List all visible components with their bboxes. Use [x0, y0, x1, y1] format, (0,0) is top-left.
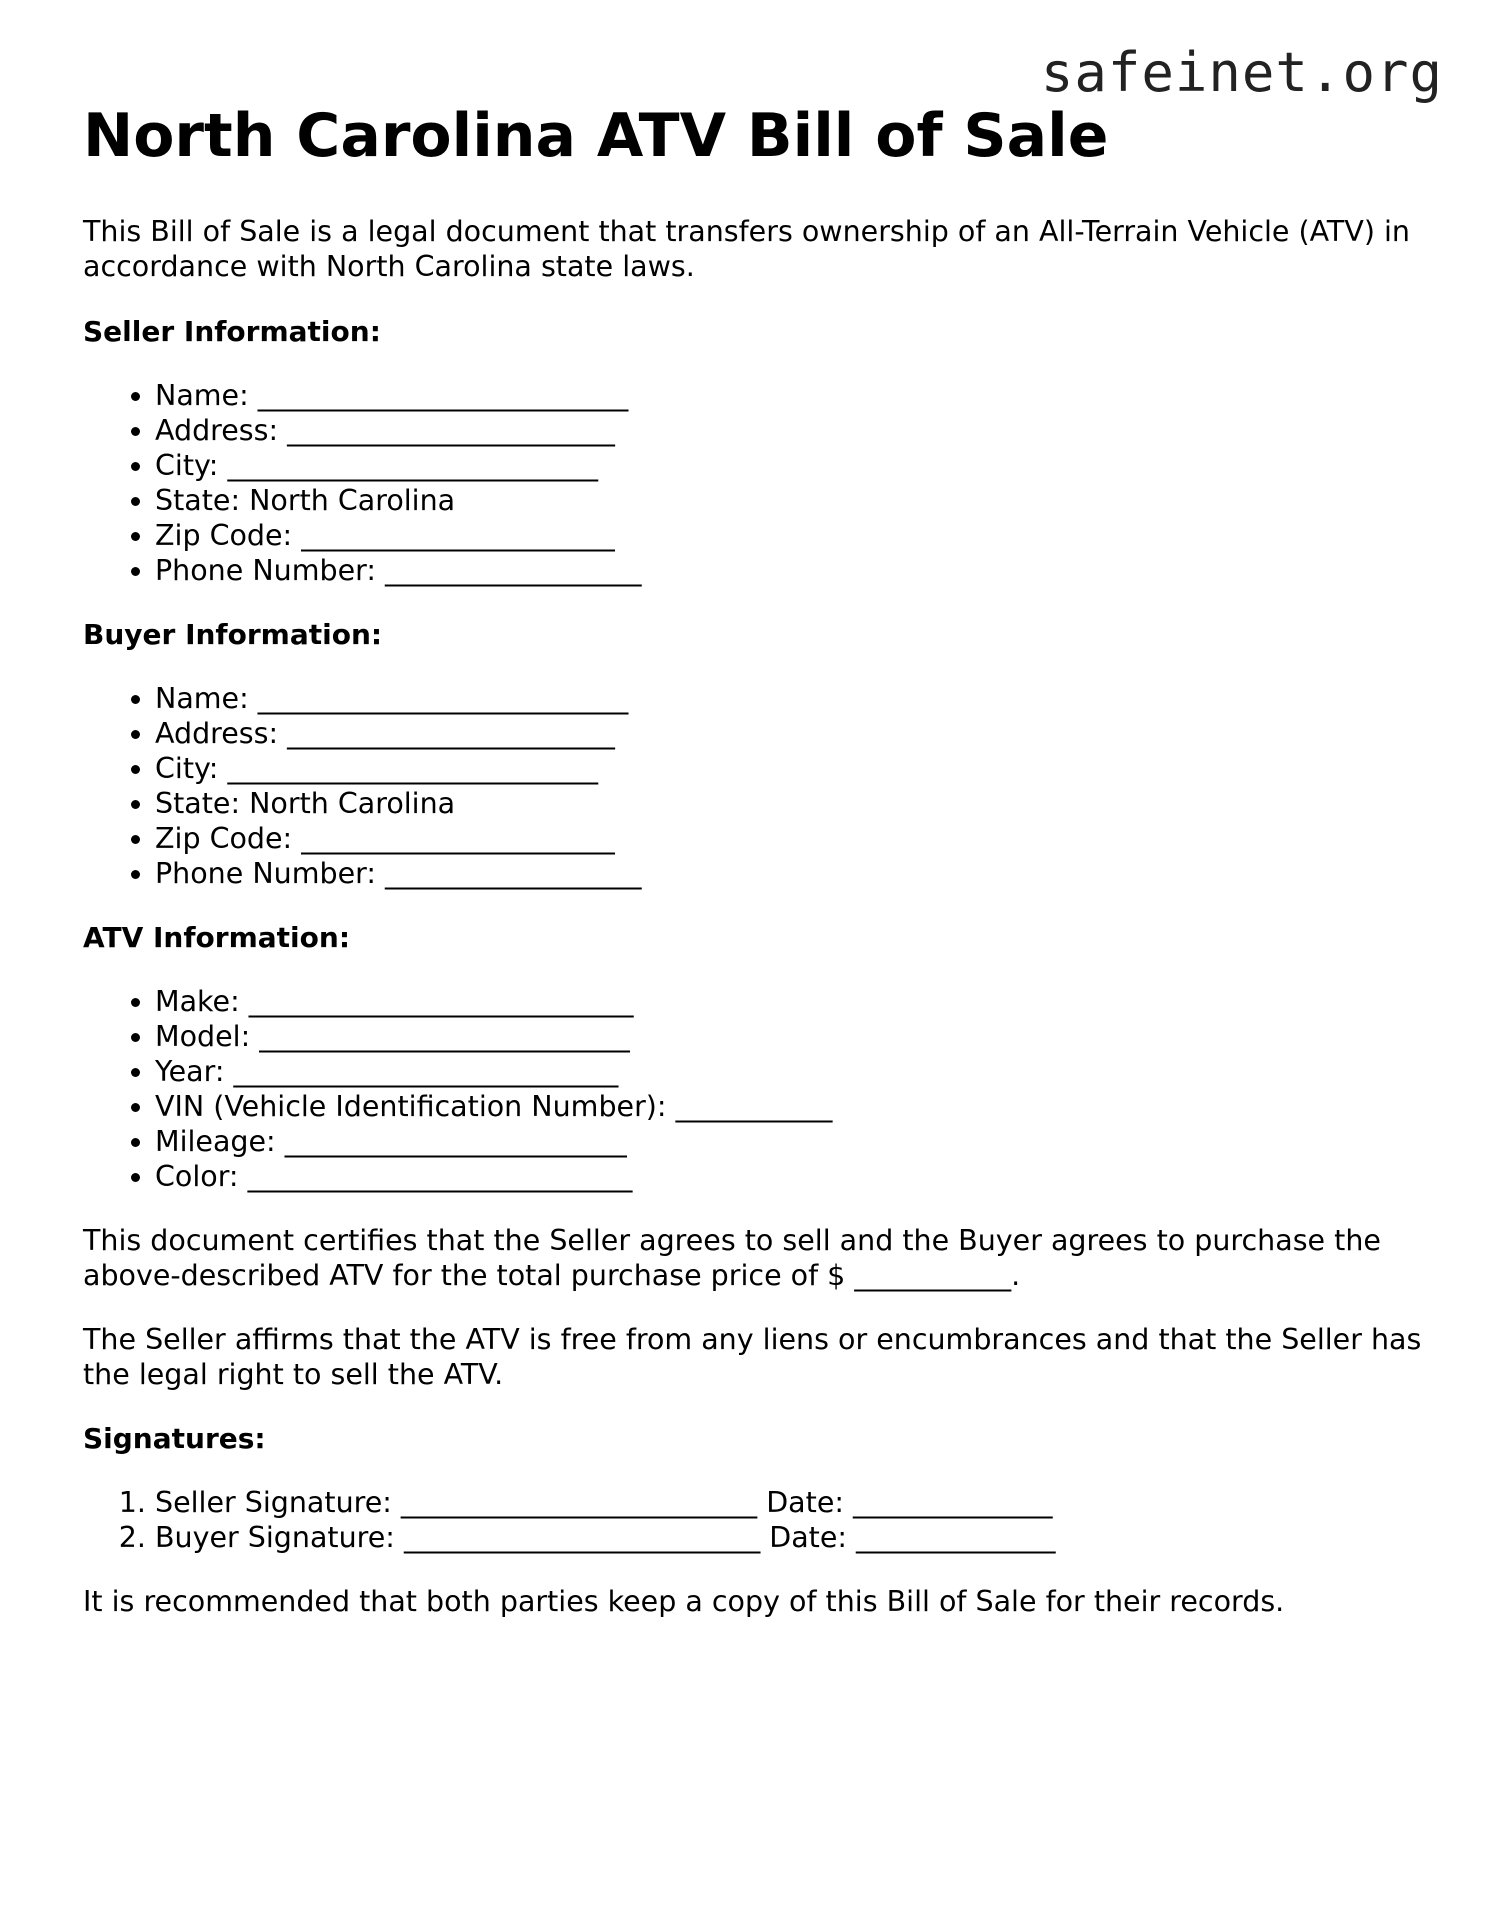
- atv-vin-item: • VIN (Vehicle Identification Number): ___________: [155, 1089, 1423, 1124]
- buyer-heading: Buyer Information:: [83, 618, 383, 651]
- seller-heading: Seller Information:: [83, 315, 381, 348]
- seller-address-item: • Address: _______________________: [155, 413, 1423, 448]
- seller-state-item: • State: North Carolina: [155, 483, 1423, 518]
- buyer-phone-item: • Phone Number: __________________: [155, 856, 1423, 891]
- atv-color-item: • Color: ___________________________: [155, 1159, 1423, 1194]
- atv-model-item: • Model: __________________________: [155, 1019, 1423, 1054]
- buyer-city-item: • City: __________________________: [155, 751, 1423, 786]
- atv-mileage-item: • Mileage: ________________________: [155, 1124, 1423, 1159]
- buyer-state-item: • State: North Carolina: [155, 786, 1423, 821]
- closing-paragraph: It is recommended that both parties keep a copy of this Bill of Sale for their records.: [83, 1585, 1285, 1618]
- certify-paragraph: This document certifies that the Seller agrees to sell and the Buyer agrees to purchase the above-described ATV for the total purchase price of $ ___________.: [83, 1224, 1381, 1292]
- seller-list: [83, 378, 1423, 588]
- buyer-list: [83, 681, 1423, 891]
- atv-list: [83, 984, 1423, 1194]
- intro-paragraph: This Bill of Sale is a legal document that transfers ownership of an All-Terrain Vehicle (ATV) in accordance with North Carolina state laws.: [83, 215, 1410, 283]
- signatures-heading: Signatures:: [83, 1422, 266, 1455]
- atv-year-item: • Year: ___________________________: [155, 1054, 1423, 1089]
- atv-make-item: • Make: ___________________________: [155, 984, 1423, 1019]
- seller-name-item: • Name: __________________________: [155, 378, 1423, 413]
- seller-phone-item: • Phone Number: __________________: [155, 553, 1423, 588]
- buyer-zip-item: • Zip Code: ______________________: [155, 821, 1423, 856]
- buyer-name-item: • Name: __________________________: [155, 681, 1423, 716]
- atv-heading: ATV Information:: [83, 921, 351, 954]
- buyer-signature-item: 2. Buyer Signature: _________________________ Date: ______________: [155, 1520, 1423, 1555]
- affirm-paragraph: The Seller affirms that the ATV is free from any liens or encumbrances and that the Seller has the legal right to sell the ATV.: [83, 1323, 1422, 1391]
- buyer-address-item: • Address: _______________________: [155, 716, 1423, 751]
- watermark-text: safeinet.org: [1040, 41, 1443, 104]
- page-title: North Carolina ATV Bill of Sale: [83, 101, 1109, 171]
- seller-city-item: • City: __________________________: [155, 448, 1423, 483]
- seller-signature-item: 1. Seller Signature: _________________________ Date: ______________: [155, 1485, 1423, 1520]
- document-page: [83, 100, 1423, 1619]
- signatures-list: [83, 1485, 1423, 1555]
- seller-zip-item: • Zip Code: ______________________: [155, 518, 1423, 553]
